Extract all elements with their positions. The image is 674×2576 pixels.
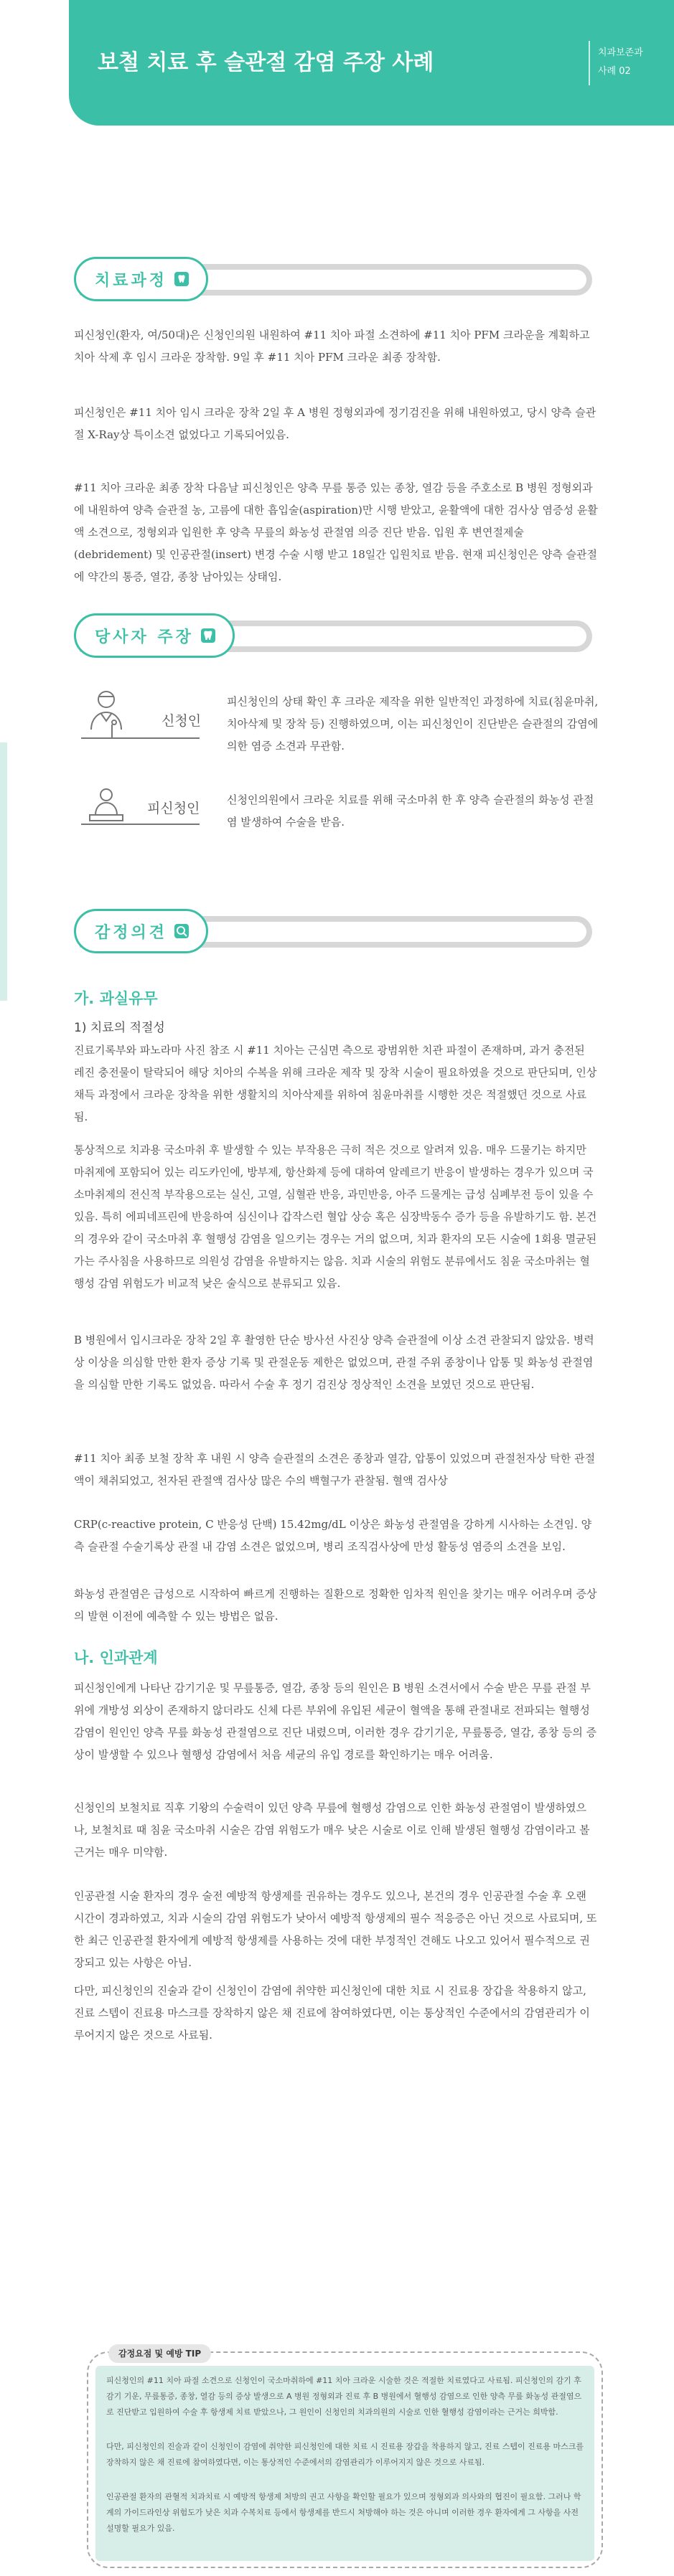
- party-underline: [81, 824, 200, 825]
- opinion-paragraph: 진료기록부와 파노라마 사진 참조 시 #11 치아는 근심면 측으로 광범위한 치관 파절이 존재하며, 과거 충전된 레진 충전물이 탈락되어 해당 치아의 수복을 위해 크라운 제작 및 장착 시술이 필요하였을 것으로 판단되며, 인상채득 과정에서 크라운 장착을 위한 생활치의 치아삭제를 위하여 침윤마취를 시행한 것은 적절했던 것으로 사료됨.: [74, 1044, 597, 1123]
- tip-paragraph: 다만, 피신청인의 진술과 같이 신청인이 감염에 취약한 피신청인에 대한 치료 시 진료용 장갑을 착용하지 않고, 진료 스텝이 진료용 마스크를 장착하지 않은 채 진료에 참여하였다면, 이는 통상적인 수준에서의 감염관리가 이루어지지 않은 것으로 사료됨.: [106, 2442, 584, 2467]
- treatment-paragraph-1: 피신청인(환자, 여/50대)은 신청인의원 내원하여 #11 치아 파절 소견하에 #11 치아 PFM 크라운을 계획하고 치아 삭제 후 임시 크라운 장착함. 9일 후 #11 치아 PFM 크라운 최종 장착함.: [74, 329, 590, 364]
- opinion-paragraph: 통상적으로 치과용 국소마취 후 발생할 수 있는 부작용은 극히 적은 것으로 알려져 있음. 매우 드물기는 하지만 마취제에 포함되어 있는 리도카인에, 방부제, 항산화제 등에 대하여 알레르기 반응이 발생하는 경우가 있으며 국소마취제의 전신적 부작용으로는 실신, 고열, 심혈관 반응, 과민반응, 아주 드물게는 급성 심폐부전 등이 있을 수 있음. 특히 에피네프린에 반응하여 심신이나 갑작스런 혈압 상승 혹은 심장박동수 증가 등을 유발하기도 함. 본건의 경우와 같이 국소마취 후 혈행성 감염을 일으키는 경우는 거의 없으며, 치과 환자의 모든 시술에 1회용 멸균된 가는 주사침을 사용하므로 의원성 감염을 유발하지는 않음. 치과 시술의 위험도 분류에서도 침윤 국소마취는 혈행성 감염 위험도가 비교적 낮은 술식으로 분류되고 있음.: [74, 1143, 597, 1290]
- page-title: 보철 치료 후 슬관절 감염 주장 사례: [98, 50, 434, 75]
- section-title: 치료과정: [95, 271, 168, 290]
- party-role-label: 피신청인: [147, 801, 200, 816]
- header-banner: [69, 0, 674, 126]
- subsection-heading-causation: 나. 인과관계: [74, 1649, 158, 1666]
- party-connector: [111, 725, 113, 739]
- section-header-pill: [74, 909, 208, 953]
- header-case-number: 사례 02: [598, 66, 631, 77]
- expert-icon: [173, 923, 190, 940]
- causation-paragraph: 다만, 피신청인의 진술과 같이 신청인이 감염에 취약한 피신청인에 대한 치료 시 진료용 장갑을 착용하지 않고, 진료 스텝이 진료용 마스크를 장착하지 않은 채 진료에 참여하였다면, 이는 통상적인 수준에서의 감염관리가 이루어지지 않은 것으로 사료됨.: [74, 1984, 590, 2042]
- section-header-claims: [74, 613, 592, 658]
- dentist-icon: [81, 685, 131, 735]
- tooth-icon: [200, 627, 217, 644]
- opinion-paragraph: 화농성 관절염은 급성으로 시작하여 빠르게 진행하는 질환으로 정확한 임차적 원인을 찾기는 매우 어려우며 증상의 발현 이전에 예측할 수 있는 방법은 없음.: [74, 1587, 597, 1623]
- party-claim-text: 신청인의원에서 크라운 치료를 위해 국소마취 한 후 양측 슬관절의 화농성 관절염 발생하여 수술을 받음.: [227, 793, 594, 829]
- subsection-heading-negligence: 가. 과실유무: [74, 990, 158, 1007]
- section-title: 감정의견: [95, 923, 168, 942]
- section-title: 당사자 주장: [95, 628, 194, 646]
- causation-paragraph: 피신청인에게 나타난 감기기운 및 무릎통증, 열감, 종창 등의 원인은 B 병원 소견서에서 수술 받은 무릎 관절 부위에 개방성 외상이 존재하지 않더라도 신체 다른 부위에 유입된 세균이 혈액을 통해 관절내로 전파되는 혈행성 감염이 원인인 양측 무릎 화농성 관절염으로 진단 내렸으며, 이러한 경우 감기기운, 무릎통증, 열감, 종창 등의 증상이 발생할 수 있으나 혈행성 감염에서 처음 세균의 유입 경로를 확인하기는 매우 어려움.: [74, 1681, 597, 1761]
- tip-label: 감정요점 및 예방 TIP: [108, 2344, 211, 2363]
- party-underline: [81, 737, 200, 739]
- section-header-opinion: [74, 909, 592, 953]
- treatment-paragraph-2: 피신청인은 #11 치아 임시 크라운 장착 2일 후 A 병원 정형외과에 정기검진을 위해 내원하였고, 당시 양측 슬관절 X-Ray상 특이소견 없었다고 기록되어있음.: [74, 406, 596, 441]
- header-divider: [589, 41, 590, 85]
- opinion-paragraph: CRP(c-reactive protein, C 반응성 단백) 15.42mg/dL 이상은 화농성 관절염을 강하게 시사하는 소견임. 양측 슬관절 수술기록상 관절 내 감염 소견은 없었으며, 병리 조직검사상에 만성 활동성 염증의 소견을 보임.: [74, 1518, 592, 1553]
- tip-paragraph: 인공관절 환자의 관혈적 치과치료 시 예방적 항생제 처방의 권고 사항을 확인할 필요가 있으며 정형외과 의사와의 협진이 필요함. 그러나 학계의 가이드라인상 위험도가 낮은 치과 수복치료 등에서 항생제를 반드시 처방해야 하는 것은 아니며 이러한 경우 환자에게 그 사항을 사전 설명할 필요가 있음.: [106, 2492, 581, 2533]
- causation-paragraph: 인공관절 시술 환자의 경우 술전 예방적 항생제를 권유하는 경우도 있으나, 본건의 경우 인공관절 수술 후 오랜 시간이 경과하였고, 치과 시술의 감염 위험도가 낮아서 예방적 항생제의 필수 적응증은 아닌 것으로 사료되며, 또한 최근 인공관절 환자에게 예방적 항생제를 사용하는 것에 대한 부정적인 견해도 나오고 있어서 필수적으로 권장되고 있는 사항은 아님.: [74, 1889, 597, 1969]
- causation-paragraph: 신청인의 보철치료 직후 기왕의 수술력이 있던 양측 무릎에 혈행성 감염으로 인한 화농성 관절염이 발생하였으나, 보철치료 때 침윤 국소마취 시술은 감염 위험도가 매우 낮은 시술로 이로 인해 발생된 혈행성 감염이라고 볼 근거는 매우 미약함.: [74, 1801, 590, 1859]
- section-header-pill: [74, 257, 208, 301]
- tip-paragraph: 피신청인의 #11 치아 파절 소견으로 신청인이 국소마취하에 #11 치아 크라운 시술한 것은 적절한 치료였다고 사료됨. 피신청인의 감기 후 감기 기운, 무릎통증, 종창, 열감 등의 증상 발생으로 A 병원 정형외과 진료 후 B 병원에서 혈행성 감염으로 인한 양측 무릎 화농성 관절염으로 진단받고 입원하여 수술 후 항생제 치료 받았으나, 그 원인이 신청인의 치과의원의 시술로 인한 혈행성 감염이라는 근거는 희박함.: [106, 2376, 582, 2417]
- header-category: 치과보존과: [598, 47, 643, 58]
- section-header-treatment: [74, 257, 592, 301]
- subsection-subheading: 1) 치료의 적절성: [74, 1021, 165, 1035]
- opinion-paragraph: B 병원에서 입시크라운 장착 2일 후 촬영한 단순 방사선 사진상 양측 슬관절에 이상 소견 관찰되지 않았음. 병력상 이상을 의심할 만한 환자 증상 기록 및 관절운동 제한은 없었으며, 관절 주위 종창이나 압통 및 화농성 관절염을 의심할 만한 기록도 없었음. 따라서 수술 후 정기 검진상 정상적인 소견을 보였던 것으로 판단됨.: [74, 1334, 594, 1391]
- opinion-paragraph: #11 치아 최종 보철 장착 후 내원 시 양측 슬관절의 소견은 종창과 열감, 압통이 있었으며 관절천자상 탁한 관절액이 채취되었고, 천자된 관절액 검사상 많은 수의 백혈구가 관찰됨. 혈액 검사상: [74, 1452, 596, 1487]
- party-claim-text: 피신청인의 상태 확인 후 크라운 제작을 위한 일반적인 과정하에 치료(침윤마취, 치아삭제 및 장착 등) 진행하였으며, 이는 피신청인이 진단받은 슬관절의 감염에 의한 염증 소견과 무관함.: [227, 695, 599, 752]
- treatment-paragraph-3: #11 치아 크라운 최종 장착 다음날 피신청인은 양측 무릎 통증 있는 종창, 열감 등을 주호소로 B 병원 정형외과에 내원하여 양측 슬관절 농, 고름에 대한 흡입술(aspiration)만 시행 받았고, 윤활액에 대한 검사상 염증성 윤활액 소견으로, 정형외과 입원한 후 양측 무릎의 화농성 관절염 의증 진단 받음. 입원 후 변연절제술(debridement) 및 인공관절(insert) 변경 수술 시행 받고 18일간 입원치료 받음. 현재 피신청인은 양측 슬관절에 약간의 통증, 열감, 종창 남아있는 상태임.: [74, 481, 598, 583]
- tooth-doc-icon: [173, 270, 190, 288]
- left-accent-strip: [0, 742, 7, 1001]
- party-role-label: 신청인: [162, 713, 202, 729]
- section-header-pill: [74, 613, 235, 658]
